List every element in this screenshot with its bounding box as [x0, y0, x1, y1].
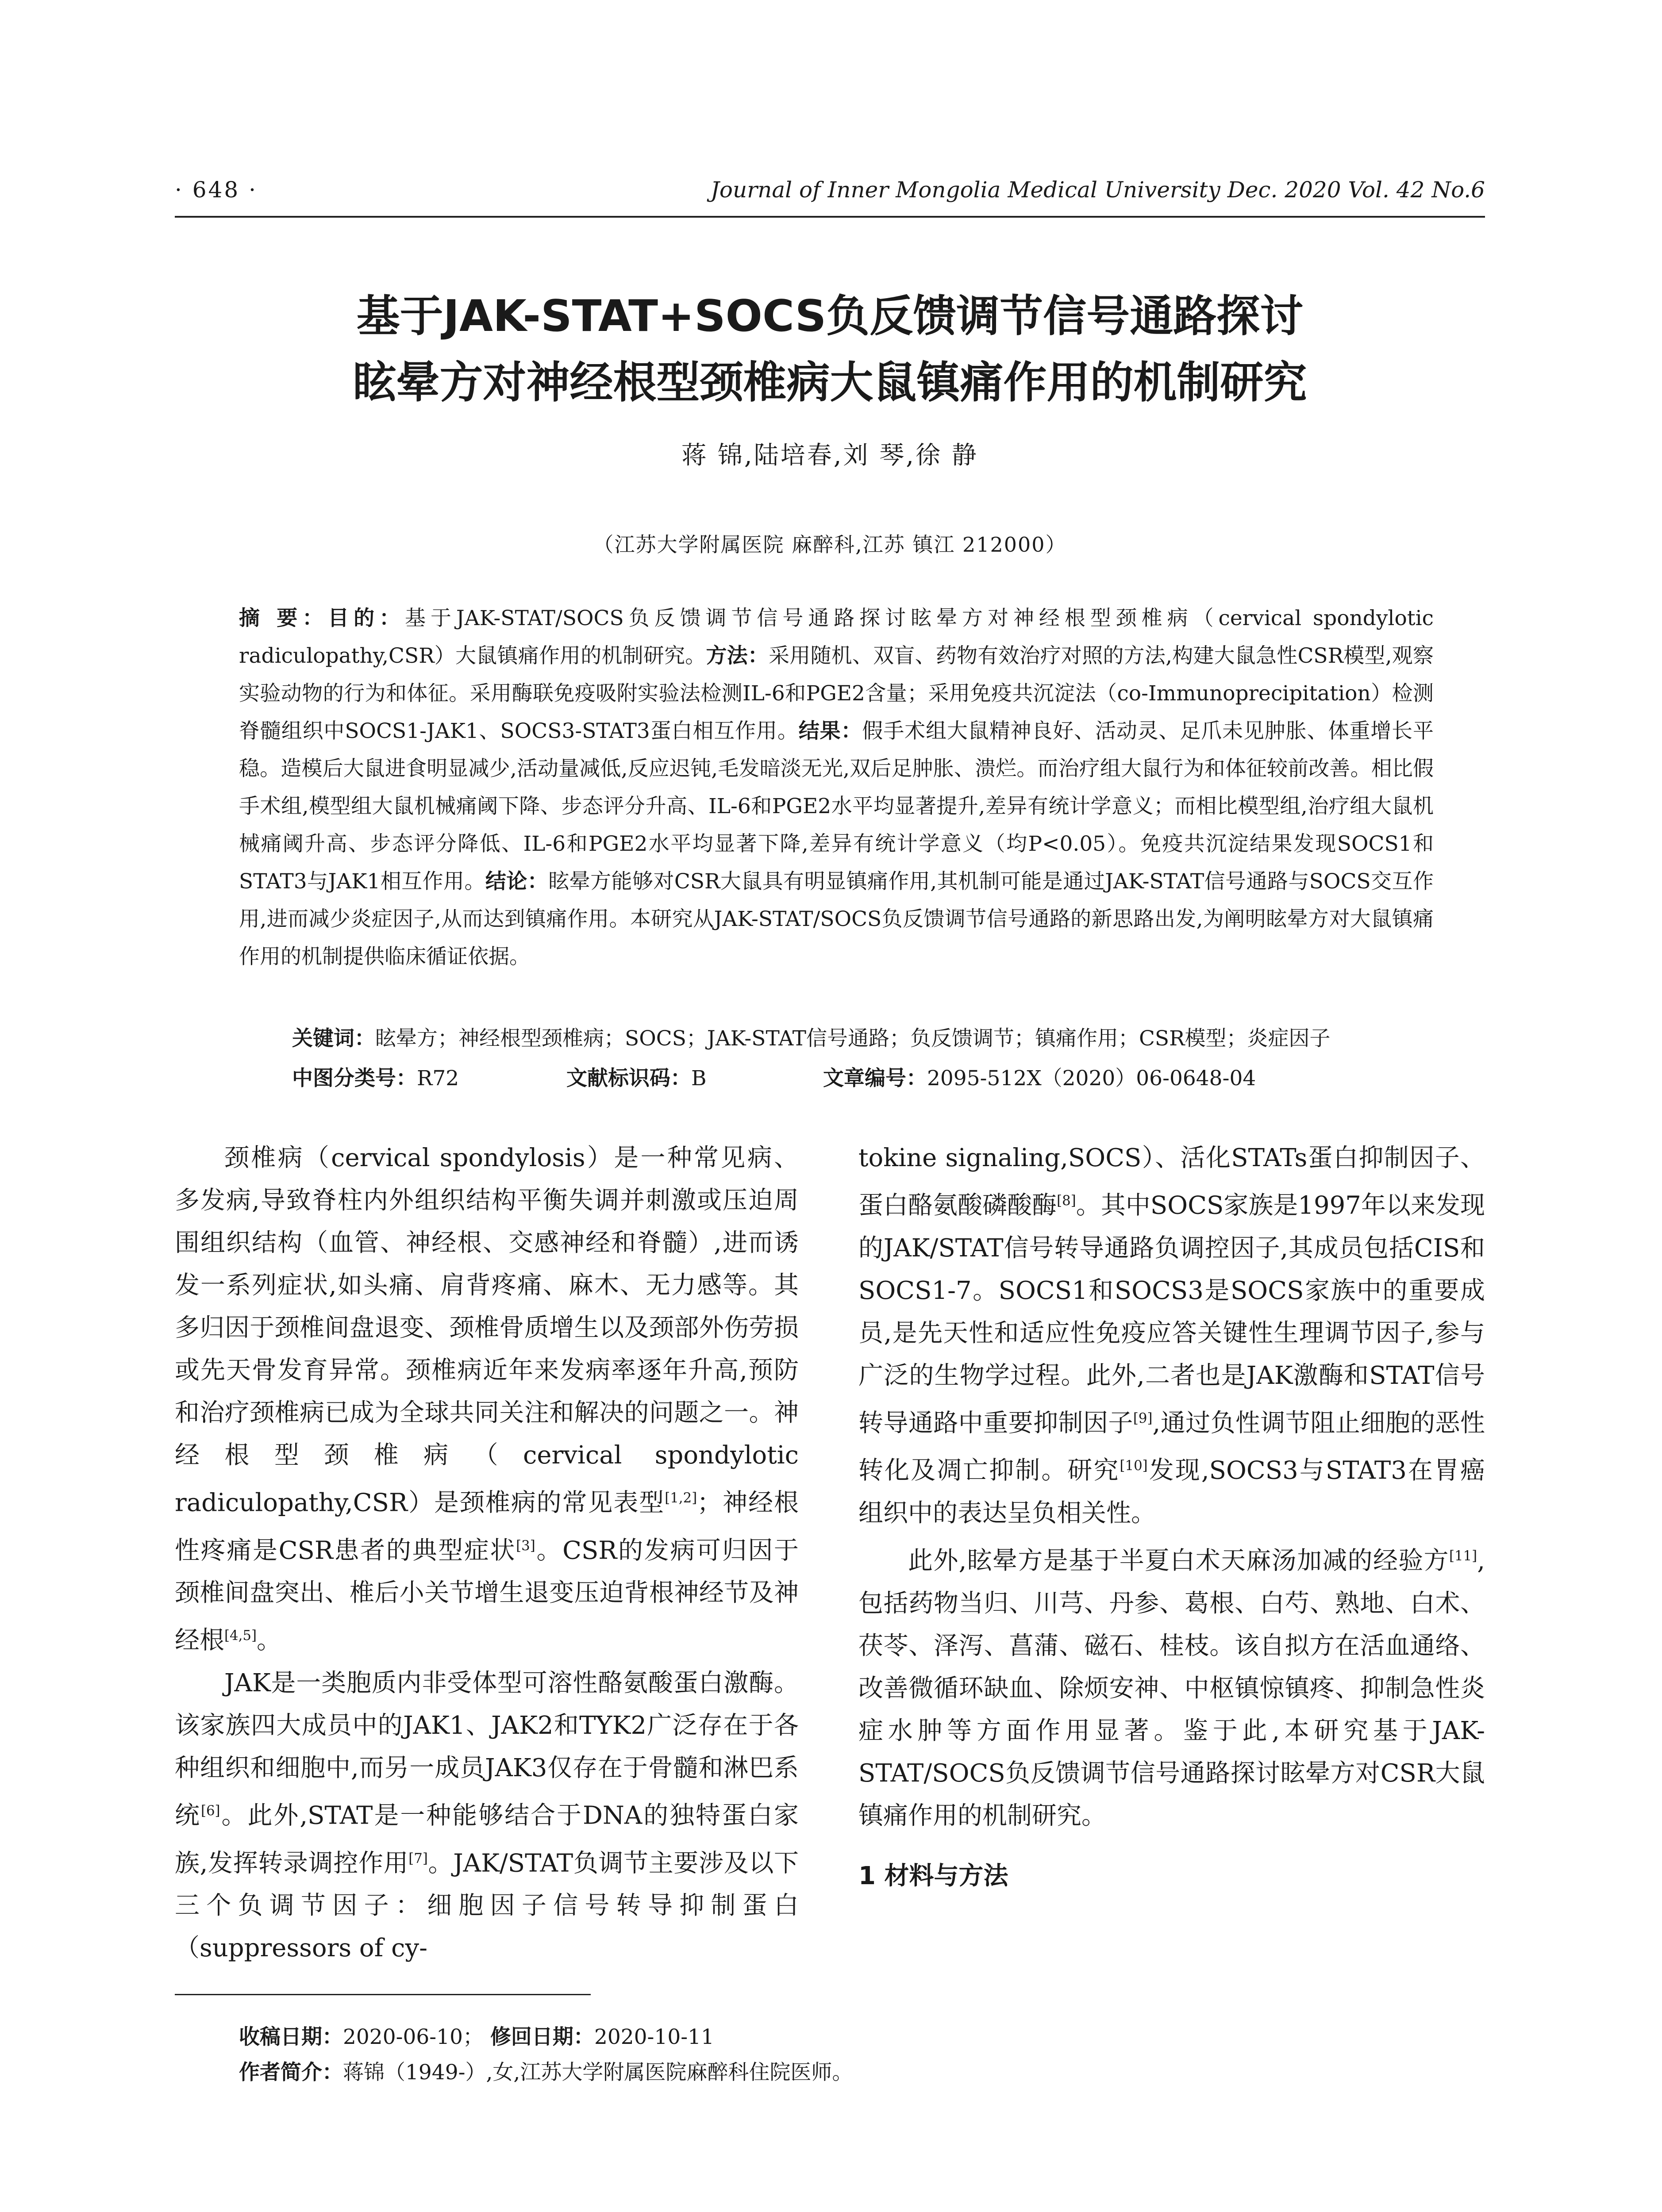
clc-value: R72 — [417, 1066, 459, 1091]
paragraph-1-part-c: 。CSR的发病可归因于颈椎间盘突出、椎后小关节增生退变压迫背根神经节及神经根 — [175, 1536, 799, 1655]
footnote-rule — [175, 1994, 591, 1995]
paragraph-4-part-a: 此外,眩晕方是基于半夏白术天麻汤加减的经验方 — [908, 1546, 1449, 1575]
page-number: · 648 · — [175, 177, 258, 203]
citation: [9] — [1133, 1410, 1153, 1426]
clc-label: 中图分类号： — [292, 1066, 417, 1091]
paragraph-4 — [858, 1535, 1485, 1837]
abstract — [239, 599, 1434, 975]
paragraph-1-part-b: ；神经根性疼痛是CSR患者的典型症状 — [175, 1488, 799, 1565]
citation: [1,2] — [665, 1490, 697, 1506]
results-label: 结果： — [798, 719, 862, 743]
citation: [10] — [1120, 1458, 1148, 1474]
classification-row — [292, 1060, 1434, 1097]
section-heading-1: 1 材料与方法 — [858, 1861, 1008, 1890]
paragraph-4-part-b: ,包括药物当归、川芎、丹参、葛根、白芍、熟地、白术、茯苓、泽泻、菖蒲、磁石、桂枝。该自拟方在活血通络、改善微循环缺血、除烦安神、中枢镇惊镇疼、抑制急性炎症水肿等方面作用显著。鉴于此,本研究基于JAK-STAT/SOCS负反馈调节信号通路探讨眩晕方对CSR大鼠镇痛作用的机制研究。 — [858, 1546, 1485, 1830]
citation: [6] — [200, 1802, 220, 1819]
body-column-left — [175, 1137, 799, 1970]
affiliation: （江苏大学附属医院 麻醉科,江苏 镇江 212000） — [593, 533, 1067, 557]
dates-footnote — [239, 2020, 1478, 2055]
citation: [11] — [1449, 1548, 1477, 1564]
article-number-label: 文章编号： — [823, 1066, 927, 1091]
article-title — [175, 283, 1485, 416]
authors: 蒋 锦,陆培春,刘 琴,徐 静 — [681, 441, 978, 470]
author-bio-label: 作者简介： — [239, 2060, 343, 2085]
title-line-1: 基于JAK-STAT+SOCS负反馈调节信号通路探讨 — [356, 291, 1304, 342]
citation: [3] — [516, 1537, 535, 1554]
keywords-label: 关键词： — [292, 1026, 375, 1051]
footnotes — [239, 2020, 1478, 2090]
citation: [8] — [1057, 1193, 1076, 1209]
paragraph-2-part-b: 。此外,STAT是一种能够结合于DNA的独特蛋白家族,发挥转录调控作用 — [175, 1801, 799, 1878]
revised-label: 修回日期： — [490, 2025, 594, 2049]
paragraph-2 — [175, 1662, 799, 1970]
doc-code-value: B — [691, 1066, 707, 1091]
keywords-text: 眩晕方；神经根型颈椎病；SOCS；JAK-STAT信号通路；负反馈调节；镇痛作用；CSR模型；炎症因子 — [375, 1026, 1331, 1051]
journal-header: Journal of Inner Mongolia Medical University Dec. 2020 Vol. 42 No.6 — [710, 177, 1485, 203]
paragraph-2-part-a: JAK是一类胞质内非受体型可溶性酪氨酸蛋白激酶。该家族四大成员中的JAK1、JAK2和TYK2广泛存在于各种组织和细胞中,而另一成员JAK3仅存在于骨髓和淋巴系统 — [175, 1668, 799, 1830]
abstract-label: 摘 要： — [239, 606, 328, 630]
paragraph-3-part-a: tokine signaling,SOCS）、活化STATs蛋白抑制因子、蛋白酪氨酸磷酸酶 — [858, 1144, 1485, 1220]
keywords — [292, 1020, 1434, 1057]
header-rule — [175, 216, 1485, 218]
citation: [7] — [408, 1850, 428, 1866]
paragraph-1 — [175, 1137, 799, 1662]
objective-text: 基于JAK-STAT/SOCS负反馈调节信号通路探讨眩晕方对神经根型颈椎病（cervical spondylotic radiculopathy,CSR）大鼠镇痛作用的机制研究。 — [239, 606, 1434, 668]
paragraph-3-part-d: 发现,SOCS3与STAT3在胃癌组织中的表达呈负相关性。 — [858, 1456, 1485, 1528]
paragraph-1-part-a: 颈椎病（cervical spondylosis）是一种常见病、多发病,导致脊柱内外组织结构平衡失调并刺激或压迫周围组织结构（血管、神经根、交感神经和脊髓）,进而诱发一系列症状,如头痛、肩背疼痛、麻木、无力感等。其多归因于颈椎间盘退变、颈椎骨质增生以及颈部外伤劳损或先天骨发育异常。颈椎病近年来发病率逐年升高,预防和治疗颈椎病已成为全球共同关注和解决的问题之一。神经根型颈椎病（cervical spondylotic radiculopathy,CSR）是颈椎病的常见表型 — [175, 1144, 799, 1517]
paragraph-3 — [858, 1137, 1485, 1535]
paragraph-2-part-c: 。JAK/STAT负调节主要涉及以下三个负调节因子：细胞因子信号转导抑制蛋白（suppressors of cy- — [175, 1849, 799, 1963]
paragraph-1-part-d: 。 — [257, 1626, 282, 1655]
conclusion-label: 结论： — [485, 869, 549, 894]
revised-value: 2020-10-11 — [594, 2025, 714, 2049]
objective-label: 目的： — [328, 606, 405, 630]
received-label: 收稿日期： — [239, 2025, 343, 2049]
methods-label: 方法： — [706, 644, 769, 668]
author-bio-value: 蒋锦（1949-）,女,江苏大学附属医院麻醉科住院医师。 — [343, 2060, 853, 2085]
methods-text: 采用随机、双盲、药物有效治疗对照的方法,构建大鼠急性CSR模型,观察实验动物的行为和体征。采用酶联免疫吸附实验法检测IL-6和PGE2含量；采用免疫共沉淀法（co-Immunoprecipitation）检测脊髓组织中SOCS1-JAK1、SOCS3-STAT3蛋白相互作用。 — [239, 644, 1434, 743]
paragraph-3-part-b: 。其中SOCS家族是1997年以来发现的JAK/STAT信号转导通路负调控因子,其成员包括CIS和SOCS1-7。SOCS1和SOCS3是SOCS家族中的重要成员,是先天性和适应性免疫应答关键性生理调节因子,参与广泛的生物学过程。此外,二者也是JAK激酶和STAT信号转导通路中重要抑制因子 — [858, 1191, 1485, 1438]
conclusion-text: 眩晕方能够对CSR大鼠具有明显镇痛作用,其机制可能是通过JAK-STAT信号通路与SOCS交互作用,进而减少炎症因子,从而达到镇痛作用。本研究从JAK-STAT/SOCS负反馈调节信号通路的新思路出发,为阐明眩晕方对大鼠镇痛作用的机制提供临床循证依据。 — [239, 869, 1434, 969]
paragraph-3-part-c: ,通过负性调节阻止细胞的恶性转化及凋亡抑制。研究 — [858, 1409, 1485, 1485]
title-line-2: 眩晕方对神经根型颈椎病大鼠镇痛作用的机制研究 — [353, 357, 1307, 408]
doc-code-label: 文献标识码： — [566, 1066, 691, 1091]
author-footnote — [239, 2055, 1478, 2090]
article-number-value: 2095-512X（2020）06-0648-04 — [927, 1066, 1256, 1091]
results-text: 假手术组大鼠精神良好、活动灵、足爪未见肿胀、体重增长平稳。造模后大鼠进食明显减少,活动量减低,反应迟钝,毛发暗淡无光,双后足肿胀、溃烂。而治疗组大鼠行为和体征较前改善。相比假手术组,模型组大鼠机械痛阈下降、步态评分升高、IL-6和PGE2水平均显著提升,差异有统计学意义；而相比模型组,治疗组大鼠机械痛阈升高、步态评分降低、IL-6和PGE2水平均显著下降,差异有统计学意义（均P<0.05）。免疫共沉淀结果发现SOCS1和STAT3与JAK1相互作用。 — [239, 719, 1434, 894]
body-column-right — [858, 1137, 1485, 1897]
citation: [4,5] — [224, 1628, 257, 1644]
received-value: 2020-06-10； — [343, 2025, 484, 2049]
